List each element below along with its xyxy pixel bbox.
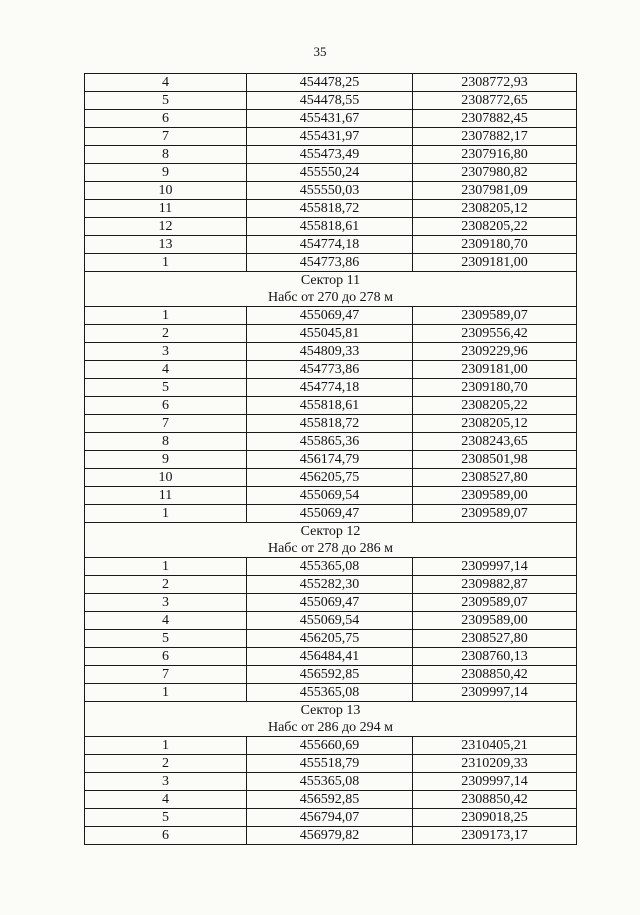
table-row xyxy=(85,236,577,254)
table-row xyxy=(85,397,577,415)
y-coordinate-cell: 2307882,17 xyxy=(413,128,577,146)
x-coordinate-cell: 454809,33 xyxy=(247,343,413,361)
point-number-cell: 3 xyxy=(85,343,247,361)
x-coordinate-cell: 455069,54 xyxy=(247,612,413,630)
y-coordinate-cell: 2310405,21 xyxy=(413,737,577,755)
x-coordinate-cell: 456205,75 xyxy=(247,469,413,487)
sector-subtitle: Набс от 286 до 294 м xyxy=(267,720,394,735)
point-number-cell: 8 xyxy=(85,146,247,164)
x-coordinate-cell: 456592,85 xyxy=(247,666,413,684)
x-coordinate-cell: 455431,97 xyxy=(247,128,413,146)
y-coordinate-cell: 2308205,22 xyxy=(413,218,577,236)
x-coordinate-cell: 454478,25 xyxy=(247,74,413,92)
sector-subtitle: Набс от 278 до 286 м xyxy=(267,541,394,556)
x-coordinate-cell: 455069,47 xyxy=(247,594,413,612)
y-coordinate-cell: 2308527,80 xyxy=(413,630,577,648)
x-coordinate-cell: 456979,82 xyxy=(247,827,413,845)
x-coordinate-cell: 454774,18 xyxy=(247,236,413,254)
point-number-cell: 4 xyxy=(85,791,247,809)
x-coordinate-cell: 456205,75 xyxy=(247,630,413,648)
x-coordinate-cell: 455069,47 xyxy=(247,307,413,325)
table-row xyxy=(85,827,577,845)
point-number-cell: 5 xyxy=(85,379,247,397)
y-coordinate-cell: 2309589,07 xyxy=(413,307,577,325)
table-row xyxy=(85,755,577,773)
x-coordinate-cell: 455818,61 xyxy=(247,218,413,236)
point-number-cell: 8 xyxy=(85,433,247,451)
point-number-cell: 1 xyxy=(85,558,247,576)
table-row xyxy=(85,415,577,433)
y-coordinate-cell: 2309589,00 xyxy=(413,487,577,505)
point-number-cell: 11 xyxy=(85,200,247,218)
point-number-cell: 1 xyxy=(85,254,247,272)
table-row xyxy=(85,791,577,809)
x-coordinate-cell: 455282,30 xyxy=(247,576,413,594)
table-row xyxy=(85,648,577,666)
table-row xyxy=(85,92,577,110)
point-number-cell: 7 xyxy=(85,666,247,684)
sector-header xyxy=(85,272,577,307)
sector-header xyxy=(85,702,577,737)
point-number-cell: 1 xyxy=(85,307,247,325)
sector-header-row xyxy=(85,702,577,737)
point-number-cell: 4 xyxy=(85,612,247,630)
y-coordinate-cell: 2309997,14 xyxy=(413,684,577,702)
y-coordinate-cell: 2309181,00 xyxy=(413,254,577,272)
y-coordinate-cell: 2308850,42 xyxy=(413,791,577,809)
table-row xyxy=(85,200,577,218)
sector-header-row xyxy=(85,523,577,558)
table-row xyxy=(85,576,577,594)
x-coordinate-cell: 455818,61 xyxy=(247,397,413,415)
y-coordinate-cell: 2309997,14 xyxy=(413,773,577,791)
y-coordinate-cell: 2309589,00 xyxy=(413,612,577,630)
sector-subtitle: Набс от 270 до 278 м xyxy=(267,290,394,305)
table-row xyxy=(85,146,577,164)
point-number-cell: 4 xyxy=(85,361,247,379)
table-row xyxy=(85,469,577,487)
point-number-cell: 1 xyxy=(85,684,247,702)
table-row xyxy=(85,594,577,612)
table-row xyxy=(85,164,577,182)
table-row xyxy=(85,343,577,361)
y-coordinate-cell: 2309589,07 xyxy=(413,505,577,523)
sector-header-row xyxy=(85,272,577,307)
y-coordinate-cell: 2308850,42 xyxy=(413,666,577,684)
x-coordinate-cell: 455069,54 xyxy=(247,487,413,505)
point-number-cell: 2 xyxy=(85,576,247,594)
x-coordinate-cell: 456484,41 xyxy=(247,648,413,666)
table-row xyxy=(85,487,577,505)
table-row xyxy=(85,307,577,325)
table-row xyxy=(85,505,577,523)
y-coordinate-cell: 2308205,12 xyxy=(413,200,577,218)
x-coordinate-cell: 455865,36 xyxy=(247,433,413,451)
x-coordinate-cell: 455365,08 xyxy=(247,773,413,791)
x-coordinate-cell: 454773,86 xyxy=(247,361,413,379)
table-row xyxy=(85,684,577,702)
point-number-cell: 10 xyxy=(85,469,247,487)
y-coordinate-cell: 2309180,70 xyxy=(413,379,577,397)
point-number-cell: 7 xyxy=(85,128,247,146)
point-number-cell: 3 xyxy=(85,773,247,791)
y-coordinate-cell: 2308243,65 xyxy=(413,433,577,451)
y-coordinate-cell: 2307916,80 xyxy=(413,146,577,164)
y-coordinate-cell: 2309180,70 xyxy=(413,236,577,254)
x-coordinate-cell: 455069,47 xyxy=(247,505,413,523)
point-number-cell: 9 xyxy=(85,164,247,182)
point-number-cell: 4 xyxy=(85,74,247,92)
point-number-cell: 2 xyxy=(85,325,247,343)
y-coordinate-cell: 2309229,96 xyxy=(413,343,577,361)
point-number-cell: 2 xyxy=(85,755,247,773)
table-row xyxy=(85,128,577,146)
table-row xyxy=(85,433,577,451)
y-coordinate-cell: 2308205,22 xyxy=(413,397,577,415)
point-number-cell: 9 xyxy=(85,451,247,469)
table-row xyxy=(85,110,577,128)
x-coordinate-cell: 455431,67 xyxy=(247,110,413,128)
point-number-cell: 3 xyxy=(85,594,247,612)
x-coordinate-cell: 455473,49 xyxy=(247,146,413,164)
coordinates-table xyxy=(84,73,577,845)
point-number-cell: 13 xyxy=(85,236,247,254)
point-number-cell: 6 xyxy=(85,827,247,845)
table-row xyxy=(85,666,577,684)
x-coordinate-cell: 456174,79 xyxy=(247,451,413,469)
x-coordinate-cell: 455518,79 xyxy=(247,755,413,773)
sector-title: Сектор 11 xyxy=(300,273,361,288)
x-coordinate-cell: 455365,08 xyxy=(247,558,413,576)
sector-header xyxy=(85,523,577,558)
y-coordinate-cell: 2307981,09 xyxy=(413,182,577,200)
page-number: 35 xyxy=(313,44,327,59)
table-row xyxy=(85,218,577,236)
y-coordinate-cell: 2307980,82 xyxy=(413,164,577,182)
y-coordinate-cell: 2309556,42 xyxy=(413,325,577,343)
x-coordinate-cell: 455818,72 xyxy=(247,415,413,433)
y-coordinate-cell: 2309882,87 xyxy=(413,576,577,594)
point-number-cell: 5 xyxy=(85,809,247,827)
table-row xyxy=(85,361,577,379)
x-coordinate-cell: 455550,24 xyxy=(247,164,413,182)
coordinates-table-body xyxy=(85,74,577,845)
y-coordinate-cell: 2309589,07 xyxy=(413,594,577,612)
table-row xyxy=(85,325,577,343)
point-number-cell: 6 xyxy=(85,110,247,128)
y-coordinate-cell: 2309018,25 xyxy=(413,809,577,827)
y-coordinate-cell: 2308501,98 xyxy=(413,451,577,469)
sector-title: Сектор 12 xyxy=(300,524,361,539)
sector-title: Сектор 13 xyxy=(300,703,361,718)
x-coordinate-cell: 455550,03 xyxy=(247,182,413,200)
table-row xyxy=(85,379,577,397)
x-coordinate-cell: 456592,85 xyxy=(247,791,413,809)
table-row xyxy=(85,773,577,791)
y-coordinate-cell: 2310209,33 xyxy=(413,755,577,773)
table-row xyxy=(85,182,577,200)
point-number-cell: 6 xyxy=(85,648,247,666)
point-number-cell: 11 xyxy=(85,487,247,505)
table-row xyxy=(85,809,577,827)
y-coordinate-cell: 2309173,17 xyxy=(413,827,577,845)
y-coordinate-cell: 2309181,00 xyxy=(413,361,577,379)
x-coordinate-cell: 454774,18 xyxy=(247,379,413,397)
y-coordinate-cell: 2308772,65 xyxy=(413,92,577,110)
x-coordinate-cell: 456794,07 xyxy=(247,809,413,827)
x-coordinate-cell: 454478,55 xyxy=(247,92,413,110)
x-coordinate-cell: 455660,69 xyxy=(247,737,413,755)
y-coordinate-cell: 2308760,13 xyxy=(413,648,577,666)
x-coordinate-cell: 454773,86 xyxy=(247,254,413,272)
table-row xyxy=(85,558,577,576)
x-coordinate-cell: 455818,72 xyxy=(247,200,413,218)
x-coordinate-cell: 455045,81 xyxy=(247,325,413,343)
point-number-cell: 12 xyxy=(85,218,247,236)
table-row xyxy=(85,74,577,92)
point-number-cell: 5 xyxy=(85,630,247,648)
y-coordinate-cell: 2308527,80 xyxy=(413,469,577,487)
table-row xyxy=(85,451,577,469)
point-number-cell: 7 xyxy=(85,415,247,433)
point-number-cell: 1 xyxy=(85,505,247,523)
y-coordinate-cell: 2308205,12 xyxy=(413,415,577,433)
y-coordinate-cell: 2309997,14 xyxy=(413,558,577,576)
y-coordinate-cell: 2308772,93 xyxy=(413,74,577,92)
point-number-cell: 6 xyxy=(85,397,247,415)
point-number-cell: 10 xyxy=(85,182,247,200)
point-number-cell: 5 xyxy=(85,92,247,110)
point-number-cell: 1 xyxy=(85,737,247,755)
table-row xyxy=(85,737,577,755)
table-row xyxy=(85,630,577,648)
x-coordinate-cell: 455365,08 xyxy=(247,684,413,702)
table-row xyxy=(85,254,577,272)
table-row xyxy=(85,612,577,630)
y-coordinate-cell: 2307882,45 xyxy=(413,110,577,128)
